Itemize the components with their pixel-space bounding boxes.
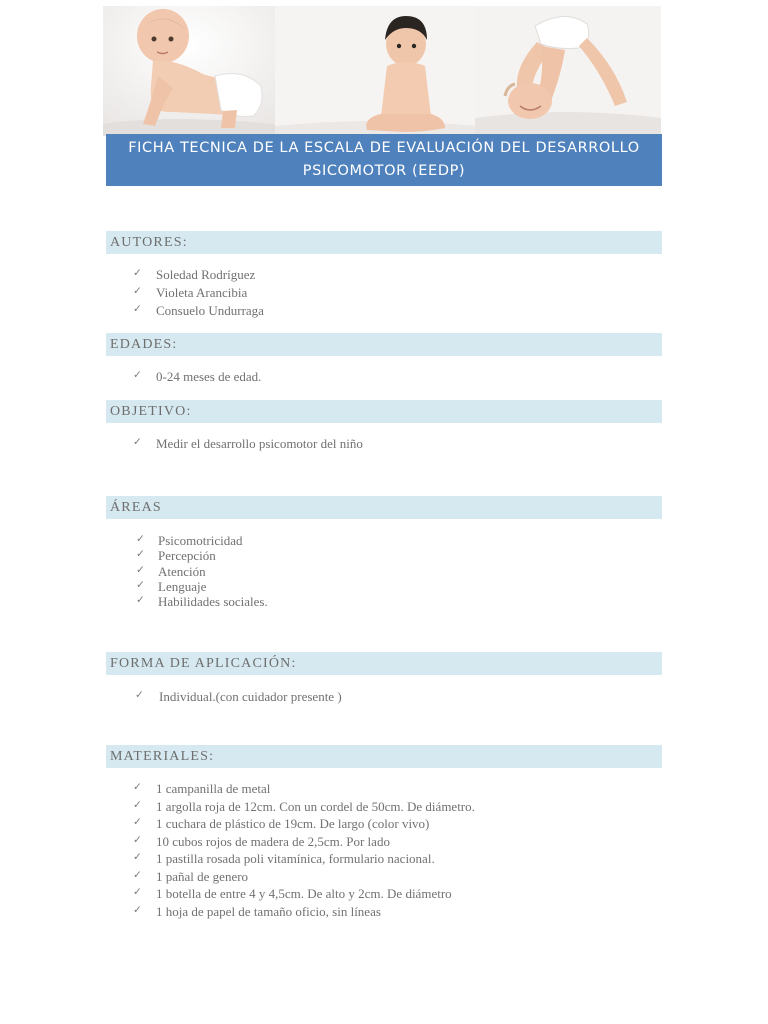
list-objetivo (133, 436, 363, 454)
check-icon: ✓ (133, 285, 142, 297)
list-autores (133, 267, 264, 321)
list-item: ✓ Percepción (136, 548, 216, 564)
list-item: ✓ Consuelo Undurraga (133, 303, 264, 318)
title-line-1: FICHA TECNICA DE LA ESCALA DE EVALUACIÓN DEL DESARROLLO (128, 140, 640, 156)
list-item: ✓ 0-24 meses de edad. (133, 369, 262, 384)
list-item: ✓ 1 pañal de genero (133, 868, 249, 884)
check-icon: ✓ (133, 868, 142, 881)
baby-bending-photo (475, 6, 661, 136)
list-item: ✓ Lenguaje (136, 578, 207, 594)
list-item: ✓ 1 campanilla de metal (133, 781, 271, 796)
list-edades (133, 369, 261, 387)
list-item: ✓ 1 cuchara de plástico de 19cm. De largo (color vivo) (133, 816, 430, 831)
check-icon: ✓ (133, 851, 142, 863)
list-item: ✓ 1 hoja de papel de tamaño oficio, sin líneas (133, 903, 381, 919)
list-item: ✓ Atención (136, 563, 206, 579)
check-icon: ✓ (133, 781, 142, 793)
check-icon: ✓ (136, 548, 145, 561)
check-icon: ✓ (136, 594, 145, 607)
check-icon: ✓ (133, 833, 142, 846)
list-item: ✓ 10 cubos rojos de madera de 2,5cm. Por lado (133, 833, 390, 849)
section-heading-materiales: MATERIALES: (106, 745, 662, 768)
check-icon: ✓ (133, 798, 142, 811)
list-materiales (133, 781, 475, 921)
section-heading-objetivo: OBJETIVO: (106, 400, 662, 423)
list-forma-de-aplicacion (135, 689, 342, 707)
header-banner (103, 6, 661, 136)
document-title (106, 134, 662, 186)
baby-crawling-photo (103, 6, 275, 136)
list-item: ✓ 1 argolla roja de 12cm. Con un cordel de 50cm. De diámetro. (133, 798, 475, 814)
list-item: ✓ Soledad Rodríguez (133, 267, 256, 282)
list-item: ✓ 1 botella de entre 4 y 4,5cm. De alto y 2cm. De diámetro (133, 886, 452, 901)
list-areas (136, 533, 268, 609)
check-icon: ✓ (133, 903, 142, 916)
check-icon: ✓ (136, 533, 145, 545)
check-icon: ✓ (133, 369, 142, 381)
check-icon: ✓ (133, 267, 142, 279)
section-heading-edades: EDADES: (106, 333, 662, 356)
check-icon: ✓ (135, 689, 144, 701)
list-item: ✓ Psicomotricidad (136, 533, 243, 548)
list-item: ✓ 1 pastilla rosada poli vitamínica, formulario nacional. (133, 851, 435, 866)
list-item: ✓ Violeta Arancibia (133, 285, 248, 300)
section-heading-forma-de-aplicacion: FORMA DE APLICACIÓN: (106, 652, 662, 675)
section-heading-autores: AUTORES: (106, 231, 662, 254)
check-icon: ✓ (136, 578, 145, 591)
baby-sitting-photo (275, 6, 475, 136)
list-item: ✓ Individual.(con cuidador presente ) (135, 689, 342, 704)
list-item: ✓ Medir el desarrollo psicomotor del niño (133, 436, 363, 451)
check-icon: ✓ (133, 303, 142, 315)
section-heading-areas: ÁREAS (106, 496, 662, 519)
check-icon: ✓ (133, 436, 142, 448)
check-icon: ✓ (133, 816, 142, 828)
list-item: ✓ Habilidades sociales. (136, 594, 268, 610)
title-line-2: PSICOMOTOR (EEDP) (302, 163, 466, 179)
check-icon: ✓ (133, 886, 142, 898)
check-icon: ✓ (136, 563, 145, 576)
